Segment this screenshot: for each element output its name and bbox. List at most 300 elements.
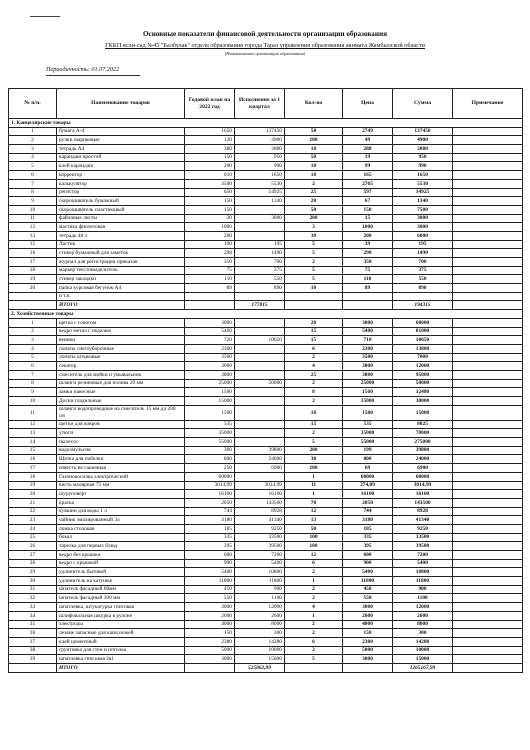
row-number: 25 — [9, 533, 57, 542]
table-row — [9, 507, 523, 516]
quantity: 11 — [285, 481, 343, 490]
note — [453, 438, 523, 447]
table-row — [9, 405, 523, 420]
annual-plan: 35000 — [185, 429, 235, 438]
sum: 900 — [393, 585, 453, 594]
sum: 3014,99 — [393, 481, 453, 490]
item-name: водоэмульсия — [57, 446, 185, 455]
table-row — [9, 171, 523, 180]
item-name: мастика фиолетовая — [57, 223, 185, 232]
annual-plan: 185 — [185, 524, 235, 533]
item-name: краска — [57, 498, 185, 507]
price: 39 — [343, 240, 393, 249]
sum: 95000 — [393, 370, 453, 379]
note — [453, 240, 523, 249]
table-row — [9, 240, 523, 249]
note — [453, 214, 523, 223]
total-note — [453, 663, 523, 672]
row-number: 35 — [9, 620, 57, 629]
quarter-execution — [235, 327, 285, 336]
item-name: ручки шариковые — [57, 136, 185, 145]
quantity: 15 — [285, 327, 343, 336]
note — [453, 620, 523, 629]
annual-plan: 3000 — [185, 362, 235, 371]
quarter-execution: 890 — [235, 284, 285, 293]
table-row — [9, 292, 523, 301]
row-number: 23 — [9, 516, 57, 525]
price: 535 — [343, 420, 393, 429]
row-number: 29 — [9, 568, 57, 577]
annual-plan: 1500 — [185, 405, 235, 420]
sum: 8000 — [393, 620, 453, 629]
annual-plan: 335 — [185, 533, 235, 542]
quantity: 2 — [285, 397, 343, 406]
price: 710 — [343, 336, 393, 345]
note — [453, 397, 523, 406]
quarter-execution: 14925 — [235, 188, 285, 197]
sum: 275000 — [393, 438, 453, 447]
table-row — [9, 594, 523, 603]
quantity: 1 — [285, 577, 343, 586]
total-price — [343, 301, 393, 310]
item-name: тетрадь А4 — [57, 145, 185, 154]
item-name: бокал — [57, 533, 185, 542]
quarter-execution: 7200 — [235, 551, 285, 560]
annual-plan: 3500 — [185, 179, 235, 188]
table-row — [9, 420, 523, 429]
report-table-container — [8, 88, 522, 673]
item-name: Доски гладильные — [57, 397, 185, 406]
annual-plan: 2050 — [185, 498, 235, 507]
price: 288 — [343, 145, 393, 154]
row-number: 9 — [9, 197, 57, 206]
note — [453, 464, 523, 473]
sum: 7500 — [393, 205, 453, 214]
table-row — [9, 629, 523, 638]
total-quantity — [285, 663, 343, 672]
sum: 143500 — [393, 498, 453, 507]
quantity: 1 — [285, 472, 343, 481]
note — [453, 490, 523, 499]
note — [453, 275, 523, 284]
price: 75 — [343, 266, 393, 275]
annual-plan — [185, 292, 235, 301]
quarter-execution: 2880 — [235, 145, 285, 154]
table-row — [9, 188, 523, 197]
sum: 10800 — [393, 568, 453, 577]
price: 15000 — [343, 397, 393, 406]
quarter-execution: 10650 — [235, 336, 285, 345]
sum: 15000 — [393, 405, 453, 420]
table-row — [9, 370, 523, 379]
sum: 81000 — [393, 327, 453, 336]
item-name: и т.п. — [57, 292, 185, 301]
quarter-execution: 5400 — [235, 559, 285, 568]
annual-plan: 610 — [185, 171, 235, 180]
price: 2765 — [343, 179, 393, 188]
quantity: 5 — [285, 655, 343, 664]
organization-caption: (Наименование организации образования) — [224, 51, 306, 56]
row-number: 27 — [9, 551, 57, 560]
section-heading-row — [9, 119, 523, 128]
table-row — [9, 379, 523, 388]
item-name: лезвие запасные для канц.ножей — [57, 629, 185, 638]
price: 3000 — [343, 603, 393, 612]
note — [453, 446, 523, 455]
quantity: 10 — [285, 145, 343, 154]
quantity: 4 — [285, 362, 343, 371]
sum: 39500 — [393, 542, 453, 551]
row-number: 12 — [9, 223, 57, 232]
quarter-execution — [235, 429, 285, 438]
sum: 41340 — [393, 516, 453, 525]
sum: 39800 — [393, 446, 453, 455]
quarter-execution: 39500 — [235, 542, 285, 551]
quantity: 20 — [285, 318, 343, 327]
row-number: 38 — [9, 646, 57, 655]
price: 199 — [343, 446, 393, 455]
row-number: 11 — [9, 405, 57, 420]
sum: 12480 — [393, 388, 453, 397]
quarter-execution: 1340 — [235, 197, 285, 206]
row-number: 4 — [9, 153, 57, 162]
price: 3500 — [343, 353, 393, 362]
note — [453, 292, 523, 301]
quarter-execution — [235, 353, 285, 362]
header-number: № п/п. — [9, 89, 57, 119]
note — [453, 655, 523, 664]
quantity: 50 — [285, 524, 343, 533]
note — [453, 455, 523, 464]
price: 2600 — [343, 611, 393, 620]
row-number: 8 — [9, 188, 57, 197]
table-row — [9, 344, 523, 353]
note — [453, 542, 523, 551]
annual-plan: 5400 — [185, 327, 235, 336]
price: 89 — [343, 284, 393, 293]
total-price — [343, 663, 393, 672]
quantity: 200 — [285, 446, 343, 455]
price: 3180 — [343, 516, 393, 525]
annual-plan: 5400 — [185, 568, 235, 577]
header-sum: Сумма — [393, 89, 453, 119]
quarter-execution: 550 — [235, 275, 285, 284]
note — [453, 629, 523, 638]
row-number: 1 — [9, 318, 57, 327]
total-plan — [185, 663, 235, 672]
note — [453, 594, 523, 603]
quantity: 5 — [285, 240, 343, 249]
annual-plan: 75 — [185, 266, 235, 275]
header-plan: Годовой план на 2022 год — [185, 89, 235, 119]
sum: 14925 — [393, 188, 453, 197]
quarter-execution: 3014,99 — [235, 481, 285, 490]
item-name: скорошиватель пластиковый — [57, 205, 185, 214]
quantity: 100 — [285, 542, 343, 551]
note — [453, 577, 523, 586]
row-number: 3 — [9, 336, 57, 345]
table-row — [9, 258, 523, 267]
quantity: 25 — [285, 188, 343, 197]
annual-plan: 380 — [185, 145, 235, 154]
annual-plan: 3500 — [185, 353, 235, 362]
quarter-execution: 375 — [235, 266, 285, 275]
quarter-execution: 1100 — [235, 594, 285, 603]
row-number: 16 — [9, 249, 57, 258]
quarter-execution: 1490 — [235, 249, 285, 258]
quarter-execution: 143500 — [235, 498, 285, 507]
quantity: 2 — [285, 179, 343, 188]
quarter-execution: 990 — [235, 162, 285, 171]
item-name: утюги — [57, 429, 185, 438]
item-name: шлифовальная шкурка в рулоне — [57, 611, 185, 620]
quarter-execution: 2600 — [235, 611, 285, 620]
table-row — [9, 655, 523, 664]
quantity: 12 — [285, 551, 343, 560]
sum: 16100 — [393, 490, 453, 499]
sum: 950 — [393, 153, 453, 162]
row-number: 2 — [9, 136, 57, 145]
row-number: 39 — [9, 655, 57, 664]
table-row — [9, 472, 523, 481]
quantity: 10 — [285, 284, 343, 293]
table-row — [9, 284, 523, 293]
quarter-execution — [235, 388, 285, 397]
price: 200 — [343, 231, 393, 240]
price: 110 — [343, 275, 393, 284]
price: 15 — [343, 214, 393, 223]
item-name: карандаш простой — [57, 153, 185, 162]
note — [453, 266, 523, 275]
row-number: 7 — [9, 179, 57, 188]
item-name: щетки для ковров — [57, 420, 185, 429]
item-name: файловые листы — [57, 214, 185, 223]
price: 3800 — [343, 370, 393, 379]
sum: 300 — [393, 629, 453, 638]
period-underline — [46, 75, 140, 76]
quarter-execution: 41340 — [235, 516, 285, 525]
note — [453, 188, 523, 197]
item-name: известь не гашенная — [57, 464, 185, 473]
quantity: 50 — [285, 153, 343, 162]
quantity: 30 — [285, 455, 343, 464]
row-number: 9 — [9, 388, 57, 397]
table-row — [9, 637, 523, 646]
quarter-execution: 195 — [235, 240, 285, 249]
table-row — [9, 438, 523, 447]
row-number: 12 — [9, 420, 57, 429]
quarter-execution: 12000 — [235, 603, 285, 612]
quarter-execution: 8928 — [235, 507, 285, 516]
price: 350 — [343, 258, 393, 267]
quantity: 30 — [285, 231, 343, 240]
item-name: ведро метал с педалью — [57, 327, 185, 336]
table-row — [9, 353, 523, 362]
table-row — [9, 533, 523, 542]
price: 99 — [343, 162, 393, 171]
row-number: 19 — [9, 481, 57, 490]
quarter-execution: 16100 — [235, 490, 285, 499]
price: 900 — [343, 559, 393, 568]
annual-plan: 5000 — [185, 646, 235, 655]
sum: 2880 — [393, 145, 453, 154]
annual-plan: 4000 — [185, 620, 235, 629]
total-row — [9, 663, 523, 672]
row-number — [9, 292, 57, 301]
sum: 6000 — [393, 231, 453, 240]
sum: 12000 — [393, 603, 453, 612]
note — [453, 145, 523, 154]
sum: 15000 — [393, 655, 453, 664]
item-name: ведро с крышкой — [57, 559, 185, 568]
row-number: 28 — [9, 559, 57, 568]
price: 1560 — [343, 388, 393, 397]
quarter-execution: 11800 — [235, 577, 285, 586]
note — [453, 231, 523, 240]
item-name: клей цементный — [57, 637, 185, 646]
annual-plan: 150 — [185, 197, 235, 206]
quarter-execution — [235, 223, 285, 232]
row-number: 3 — [9, 145, 57, 154]
total-plan — [185, 301, 235, 310]
row-number: 15 — [9, 240, 57, 249]
note — [453, 533, 523, 542]
annual-plan: 1650 — [185, 127, 235, 136]
header-name: Наименование товаров — [57, 89, 185, 119]
item-name: щетка с совогом — [57, 318, 185, 327]
annual-plan: 3014,99 — [185, 481, 235, 490]
item-name: кувшин для воды 1 л — [57, 507, 185, 516]
sum: 5530 — [393, 179, 453, 188]
quarter-execution: 300 — [235, 629, 285, 638]
item-name: пылесос — [57, 438, 185, 447]
row-number: 2 — [9, 327, 57, 336]
annual-plan: 1560 — [185, 388, 235, 397]
annual-plan: 395 — [185, 542, 235, 551]
annual-plan: 20 — [185, 214, 235, 223]
item-name: тетрадь 48 л — [57, 231, 185, 240]
quarter-execution — [235, 205, 285, 214]
sum: 9250 — [393, 524, 453, 533]
quantity: 70 — [285, 498, 343, 507]
row-number: 8 — [9, 379, 57, 388]
row-number: 5 — [9, 162, 57, 171]
quantity: 15 — [285, 420, 343, 429]
sum: 50000 — [393, 379, 453, 388]
quantity: 2 — [285, 429, 343, 438]
annual-plan: 60000 — [185, 472, 235, 481]
quantity: 2 — [285, 646, 343, 655]
note — [453, 551, 523, 560]
note — [453, 370, 523, 379]
total-sum: 194315 — [393, 301, 453, 310]
quarter-execution: 6900 — [235, 464, 285, 473]
annual-plan: 720 — [185, 336, 235, 345]
table-row — [9, 516, 523, 525]
item-name: веники — [57, 336, 185, 345]
price: 69 — [343, 464, 393, 473]
sum: 5400 — [393, 559, 453, 568]
annual-plan: 16100 — [185, 490, 235, 499]
note — [453, 162, 523, 171]
quantity: 2 — [285, 379, 343, 388]
quantity: 100 — [285, 464, 343, 473]
report-table — [8, 88, 523, 673]
price: 744 — [343, 507, 393, 516]
quarter-execution: 10800 — [235, 568, 285, 577]
table-row — [9, 455, 523, 464]
price: 600 — [343, 551, 393, 560]
note — [453, 498, 523, 507]
table-row — [9, 266, 523, 275]
price: 2050 — [343, 498, 393, 507]
item-name: шпатель фасадный 300 мм — [57, 594, 185, 603]
note — [453, 344, 523, 353]
annual-plan: 3000 — [185, 318, 235, 327]
total-sum: 1265167,99 — [393, 663, 453, 672]
annual-plan: 150 — [185, 205, 235, 214]
quarter-execution — [235, 370, 285, 379]
item-name: шпатлевка, штукатурка гипсовая — [57, 603, 185, 612]
note — [453, 516, 523, 525]
note — [453, 136, 523, 145]
header-price: Цена — [343, 89, 393, 119]
item-name: шланги водопроводные на смеситель 15 мм дл 200 см — [57, 405, 185, 420]
table-row — [9, 145, 523, 154]
note — [453, 284, 523, 293]
sum: 24000 — [393, 455, 453, 464]
note — [453, 205, 523, 214]
table-row — [9, 397, 523, 406]
item-name: скорошиватель бумажный — [57, 197, 185, 206]
note — [453, 420, 523, 429]
quarter-execution: 950 — [235, 153, 285, 162]
quantity: 2 — [285, 258, 343, 267]
note — [453, 223, 523, 232]
quantity: 15 — [285, 336, 343, 345]
row-number: 21 — [9, 498, 57, 507]
quarter-execution — [235, 397, 285, 406]
section-title: 1. Канцелярские товары — [9, 119, 523, 128]
quantity: 3 — [285, 223, 343, 232]
annual-plan: 2380 — [185, 637, 235, 646]
annual-plan: 300 — [185, 446, 235, 455]
item-name: лопаты штыковые — [57, 353, 185, 362]
sum: 13800 — [393, 344, 453, 353]
price: 67 — [343, 197, 393, 206]
note — [453, 327, 523, 336]
quantity: 2 — [285, 353, 343, 362]
item-name: калькулятор — [57, 179, 185, 188]
item-name: кисть малярная 75 мм — [57, 481, 185, 490]
annual-plan: 3800 — [185, 370, 235, 379]
annual-plan: 800 — [185, 455, 235, 464]
quantity: 100 — [285, 136, 343, 145]
header-quantity: Кол-во — [285, 89, 343, 119]
annual-plan: 200 — [185, 162, 235, 171]
price: 395 — [343, 542, 393, 551]
quantity: 20 — [285, 197, 343, 206]
quarter-execution — [235, 438, 285, 447]
sum: 890 — [393, 284, 453, 293]
quarter-execution: 14280 — [235, 637, 285, 646]
price: 165 — [343, 171, 393, 180]
total-note — [453, 301, 523, 310]
sum: 8025 — [393, 420, 453, 429]
quantity: 10 — [285, 171, 343, 180]
price: 1500 — [343, 405, 393, 420]
price — [343, 292, 393, 301]
